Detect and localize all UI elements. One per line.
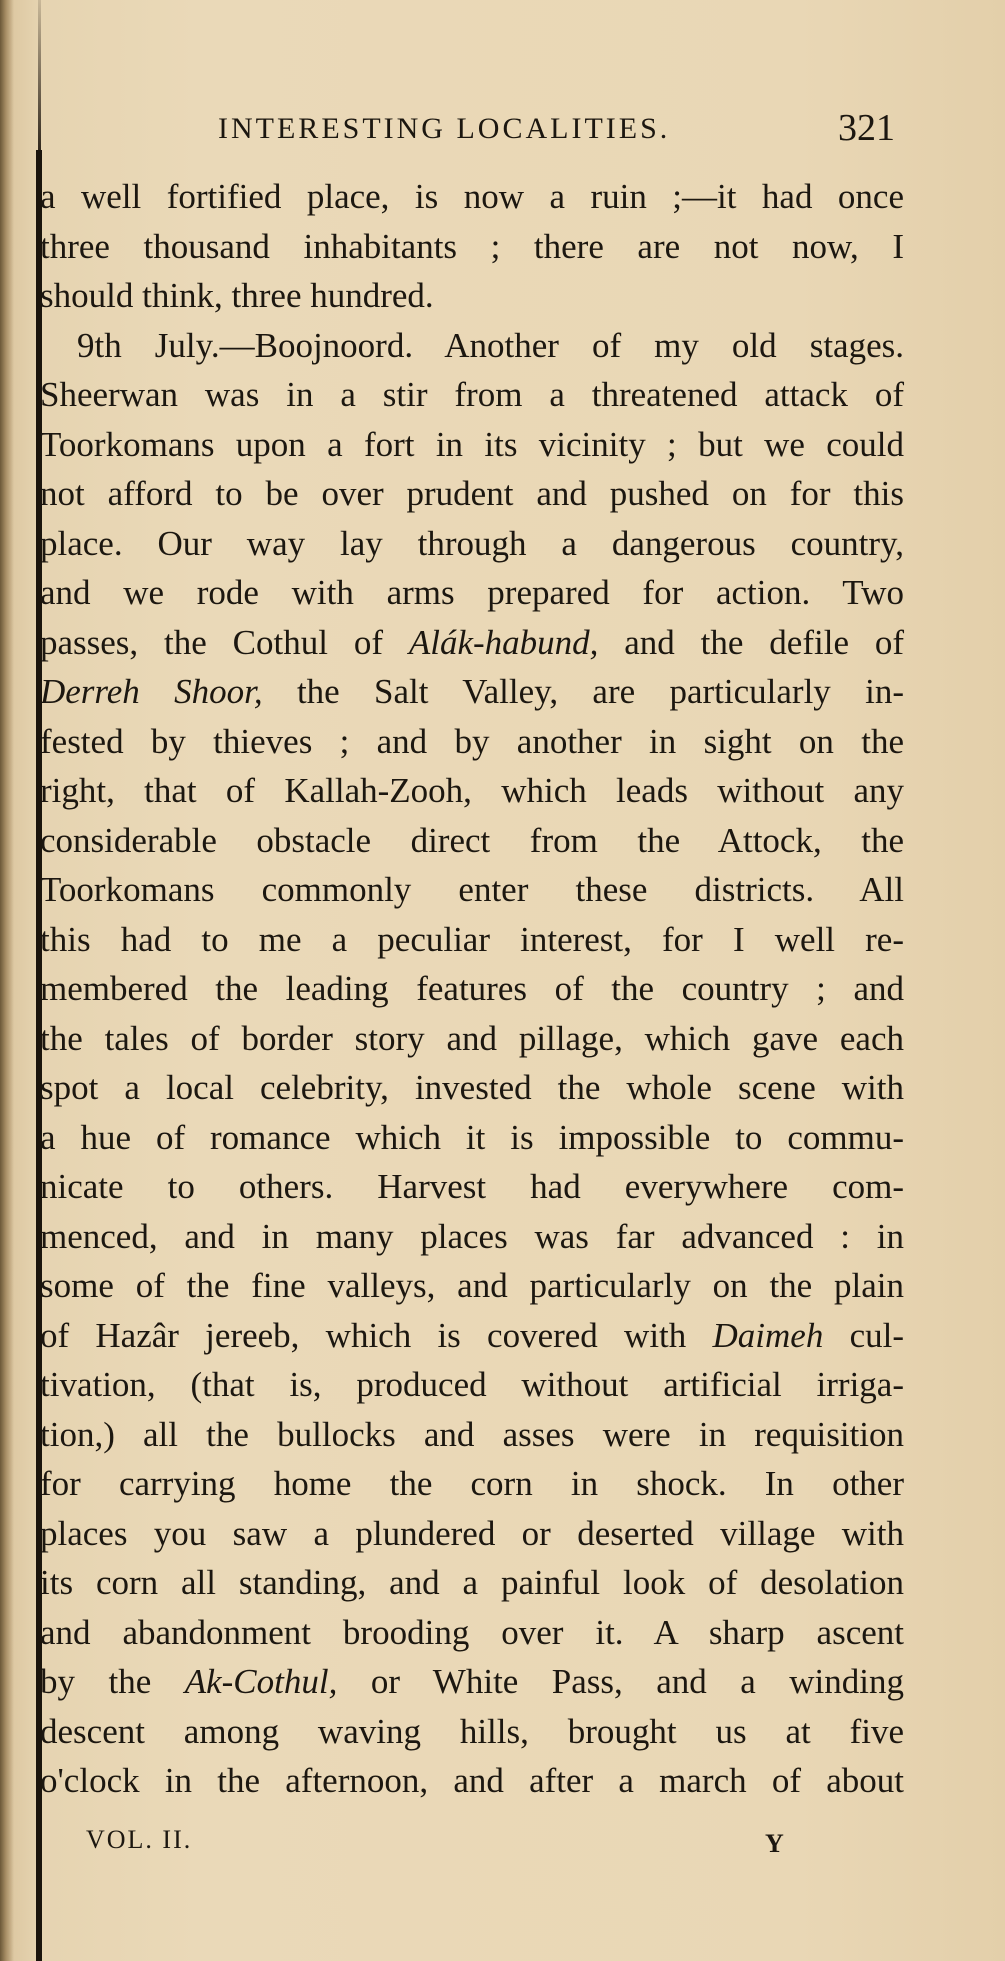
text-line: a well fortified place, is now a ruin ;—it had once (40, 177, 904, 216)
italic-place-name: Ak-Cothul, (184, 1662, 338, 1701)
page-header (0, 106, 1005, 156)
text-line (40, 618, 904, 668)
text-line: fested by thieves ; and by another in sight on the (40, 721, 904, 761)
text-segment: by the (40, 1662, 185, 1701)
text-line: right, that of Kallah-Zooh, which leads without any (40, 771, 904, 810)
text-line: this had to me a peculiar interest, for I well re- (40, 919, 904, 959)
text-line: menced, and in many places was far advanced : in (40, 1216, 904, 1256)
italic-place-name: Alák-habund, (408, 622, 599, 662)
text-line: Toorkomans commonly enter these districts. All (40, 870, 904, 909)
text-line: the tales of border story and pillage, which gave each (40, 1018, 904, 1058)
signature-mark: Y (765, 1829, 784, 1858)
text-line: membered the leading features of the country ; and (40, 969, 904, 1008)
text-line: tion,) all the bullocks and asses were in requisition (40, 1414, 904, 1454)
text-line: and we rode with arms prepared for action. Two (40, 573, 904, 612)
text-line: not afford to be over prudent and pushed on for this (40, 474, 904, 513)
text-line: its corn all standing, and a painful look of desolation (40, 1563, 904, 1602)
page-gutter-shadow (0, 0, 14, 1961)
italic-term: Daimeh (712, 1315, 824, 1355)
text-line: some of the fine valleys, and particularly on the plain (40, 1266, 904, 1305)
text-line: Sheerwan was in a stir from a threatened attack of (40, 375, 904, 414)
text-line: 9th July.—Boojnoord. Another of my old stages. (77, 325, 904, 365)
text-line: Toorkomans upon a fort in its vicinity ; but we could (40, 424, 904, 464)
text-segment: the Salt Valley, are particularly in- (262, 672, 905, 711)
volume-mark: VOL. II. (86, 1825, 193, 1854)
text-line: and abandonment brooding over it. A sharp ascent (40, 1612, 904, 1652)
text-segment: and the defile of (598, 622, 904, 662)
text-line: should think, three hundred. (40, 276, 434, 315)
text-segment: cul- (823, 1315, 904, 1355)
page-footer (0, 1825, 1005, 1865)
text-line: for carrying home the corn in shock. In other (40, 1464, 904, 1503)
text-line: a hue of romance which it is impossible to commu- (40, 1117, 904, 1157)
text-line: considerable obstacle direct from the Attock, the (40, 820, 904, 860)
text-line: places you saw a plundered or deserted village with (40, 1513, 904, 1553)
text-line (40, 1657, 904, 1707)
text-segment: passes, the Cothul of (40, 622, 409, 662)
text-segment: or White Pass, and a winding (337, 1662, 905, 1701)
text-line: three thousand inhabitants ; there are not now, I (40, 226, 904, 266)
text-segment: of Hazâr jereeb, which is covered with (40, 1315, 713, 1355)
text-line: tivation, (that is, produced without artificial irriga- (40, 1365, 904, 1404)
page-number: 321 (838, 107, 895, 149)
text-line: descent among waving hills, brought us at five (40, 1711, 904, 1751)
running-head: INTERESTING LOCALITIES. (218, 112, 671, 145)
text-line: nicate to others. Harvest had everywhere com- (40, 1167, 904, 1206)
italic-place-name: Derreh Shoor, (40, 672, 263, 711)
text-line: spot a local celebrity, invested the whole scene with (40, 1068, 904, 1107)
text-line (40, 1311, 904, 1361)
text-line (40, 667, 904, 717)
text-line: o'clock in the afternoon, and after a march of about (40, 1761, 904, 1800)
text-line: place. Our way lay through a dangerous country, (40, 523, 904, 563)
